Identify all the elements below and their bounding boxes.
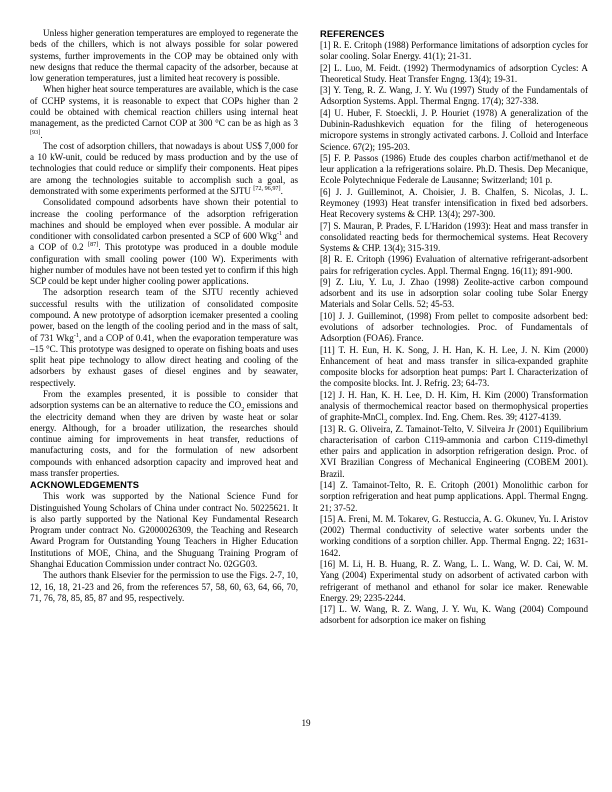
paragraph-text: The adsorption research team of the SJTU recently achieved successful results with the utilization of consolidated composite compound. A new prototype of adsorption icemaker presented a cooling power, based on the length of the cooling period and in the mass of salt, of 731 Wkg <box>30 287 298 343</box>
unit-superscript: -1 <box>276 230 283 238</box>
unit-superscript: -1 <box>73 331 79 339</box>
reference-entry: [6] J. J. Guilleminot, A. Choisier, J. B. Chalfen, S. Nicolas, J. L. Reymoney (1993) Heat transfer intensification in fixed bed adsorbers. Heat Recovery systems & CHP. 13(4); 297-300. <box>320 186 588 220</box>
reference-text: [12] J. H. Han, K. H. Lee, D. H. Kim, H. Kim (2000) Transformation analysis of thermochemical reactor based on thermophysical properties of graphite-MnCl <box>320 389 588 423</box>
paragraph-text-tail: emissions and the electricity demand when they are driven by waste heat or solar energy. Although, for a broader utilization, the researches should continue aiming for improvements in heat transfer, reductions of manufacturing costs, and for the formulation of new adsorbent compounds with enhanced adsorption capacity and improved heat and mass transfer properties. <box>30 400 298 478</box>
reference-entry: [4] U. Huber, F. Stoeckli, J. P. Houriet (1978) A generalization of the Dubinin-Radushkevich equation for the filing of heterogeneous micropore systems in strongly activated carbons. J. Colloid and Interface Science. 67(2); 195-203. <box>320 107 588 152</box>
acknowledgements-heading: ACKNOWLEDGEMENTS <box>30 480 140 491</box>
reference-entry: [1] R. E. Critoph (1988) Performance limitations of adsorption cycles for solar cooling. Solar Energy. 41(1); 21-31. <box>320 40 588 62</box>
reference-entry: [8] R. E. Critoph (1996) Evaluation of alternative refrigerant-adsorbent pairs for refrigeration cycles. Appl. Thermal Engng. 16(11); 891-900. <box>320 254 588 276</box>
citation-superscript: [87] <box>88 241 99 249</box>
paragraph-text: Consolidated compound adsorbents have shown their potential to increase the cooling performance of the adsorption refrigeration machines and should be employed when ever possible. A modular air conditioner with consolidated carbon presented a SCP of 600 Wkg <box>30 197 298 242</box>
reference-entry: [9] Z. Liu, Y. Lu, J. Zhao (1998) Zeolite-active carbon compound adsorbent and its use in adsorption solar cooling tube Solar Energy Materials and Solar Cells. 52; 45-53. <box>320 276 588 310</box>
reference-entry: [16] M. Li, H. B. Huang, R. Z. Wang, L. L. Wang, W. D. Cai, W. M. Yang (2004) Experimental study on adsorbent of activated carbon with refrigerant of methanol and ethanol for solar ice maker. Renewable Energy. 29; 2235-2244. <box>320 558 588 603</box>
left-column <box>30 28 298 718</box>
body-paragraph <box>30 287 298 389</box>
reference-entry: [17] L. W. Wang, R. Z. Wang, J. Y. Wu, K. Wang (2004) Compound adsorbent for adsorption ice maker on fishing <box>320 604 588 626</box>
acknowledgements-paragraph: The authors thank Elsevier for the permission to use the Figs. 2-7, 10, 12, 16, 18, 21-23 and 26, from the references 57, 58, 60, 63, 64, 66, 70, 71, 76, 78, 85, 85, 87 and 95, respectively. <box>30 570 298 603</box>
reference-entry: [7] S. Mauran, P. Prades, F. L'Haridon (1993): Heat and mass transfer in consolidated reacting beds for thermochemical systems. Heat Recovery Systems & CHP. 13(4); 315-319. <box>320 220 588 254</box>
paragraph-text: When higher heat source temperatures are available, which is the case of CCHP systems, it is reasonable to expect that COPs higher than 2 could be obtained with chemical reaction chillers using internal heat management, as the predicted Carnot COP at 300 °C can be as high as 3 <box>30 84 298 129</box>
citation-superscript: [93] <box>30 128 41 136</box>
reference-entry: [5] F. P. Passos (1986) Etude des couples charbon actif/methanol et de leur application a la refrigerations solaire. Ph.D. Thesis. Dep Mecanique, Ecole Polytechnique Federale de Lausanne; Switzerland; 101 p. <box>320 152 588 186</box>
reference-entry <box>320 390 588 424</box>
body-paragraph: Unless higher generation temperatures are employed to regenerate the beds of the chillers, which is not always possible for solar powered systems, further improvements in the COP may be obtained only with new designs that reduce the thermal capacity of the adsorber, because at low generation temperatures, just a limited heat recovery is possible. <box>30 28 298 84</box>
body-paragraph <box>30 197 298 287</box>
page-number: 19 <box>301 718 311 728</box>
paragraph-text-tail: , and a COP of 0.41, when the evaporation temperature was –15 °C. This prototype was designed to operate on fishing boats and uses split heat pipe technology to allow direct heating and cooling of the adsorbers by exhaust gases of diesel engines and by seawater, respectively. <box>30 332 298 388</box>
reference-entry: [2] L. Luo, M. Feidt. (1992) Thermodynamics of adsorption Cycles: A Theoretical Study. Heat Transfer Engng. 13(4); 19-31. <box>320 62 588 84</box>
paragraph-text-tail: . <box>280 185 283 196</box>
right-column <box>320 28 588 718</box>
reference-entry: [3] Y. Teng, R. Z. Wang, J. Y. Wu (1997) Study of the Fundamentals of Adsorption Systems. Appl. Thermal Engng. 17(4); 327-338. <box>320 85 588 107</box>
formula-subscript: 2 <box>383 418 388 426</box>
formula-subscript: 2 <box>241 406 245 414</box>
reference-text-tail: complex. Ind. Eng. Chem. Res. 39; 4127-4139. <box>387 412 562 423</box>
paragraph-text-tail: . <box>40 129 43 140</box>
acknowledgements-paragraph: This work was supported by the National Science Fund for Distinguished Young Scholars of China under contract No. 50225621. It is also partly supported by the National Key Fundamental Research Program under contract No. G2000026309, the Teaching and Research Award Program for Outstanding Young Teachers in Higher Education Institutions of MOE, China, and the Shuguang Training Program of Shanghai Education Commission under contract No. 02GG03. <box>30 491 298 569</box>
paragraph-text-tail: . This prototype was produced in a double module configuration with small cooling power (100 W). Experiments with higher number of modules have not been tested yet to confirm if this high SCP could be kept under higher cooling power applications. <box>30 242 298 287</box>
references-heading: REFERENCES <box>320 29 385 39</box>
paragraph-text: The cost of adsorption chillers, that nowadays is about US$ 7,000 for a 10 kW-unit, could be reduced by mass production and by the use of technologies that could reduce or simplify their components. Heat pipes are among the technologies suitable to accomplish such a goal, as demonstrated with some experiments performed at the SJTU <box>30 140 298 196</box>
reference-entry: [11] T. H. Eun, H. K. Song, J. H. Han, K. H. Lee, J. N. Kim (2000) Enhancement of heat and mass transfer in silica-expanded graphite composite blocks for adsorption heat pumps: Part I. Characterization of the composite blocks. Int. J. Refrig. 23; 64-73. <box>320 344 588 389</box>
body-paragraph <box>30 141 298 197</box>
reference-entry: [10] J. J. Guilleminot, (1998) From pellet to composite adsorbent bed: evolutions of adsorber technologies. Proc. of Fundamentals of Adsorption (FOA6). France. <box>320 310 588 344</box>
reference-entry: [15] A. Freni, M. M. Tokarev, G. Restuccia, A. G. Okunev, Yu. I. Aristov (2002) Thermal conductivity of selective water sorbents under the working conditions of a sorption chiller. App. Thermal Engng. 22; 1631-1642. <box>320 513 588 558</box>
paragraph-text-mid: and a COP of 0.2 <box>30 231 299 253</box>
body-paragraph <box>30 389 298 479</box>
body-paragraph <box>30 84 298 140</box>
reference-entry: [13] R. G. Oliveira, Z. Tamainot-Telto, V. Silveira Jr (2001) Equilibrium characterisation of carbon C119-ammonia and carbon C119-dimethyl ether pairs and application in adsorption refrigeration design. Proc. of XVI Brazilian Congress of Mechanical Engineering (COBEM 2001). Brazil. <box>320 423 588 479</box>
two-column-layout <box>30 28 588 718</box>
reference-entry: [14] Z. Tamainot-Telto, R. E. Critoph (2001) Monolithic carbon for sorption refrigeration and heat pump applications. Appl. Thermal Engng. 21; 37-52. <box>320 479 588 513</box>
paragraph-text: From the examples presented, it is possible to consider that adsorption systems can be an alternative to reduce the CO <box>30 389 298 411</box>
citation-superscript: [72, 96,97] <box>253 184 281 192</box>
